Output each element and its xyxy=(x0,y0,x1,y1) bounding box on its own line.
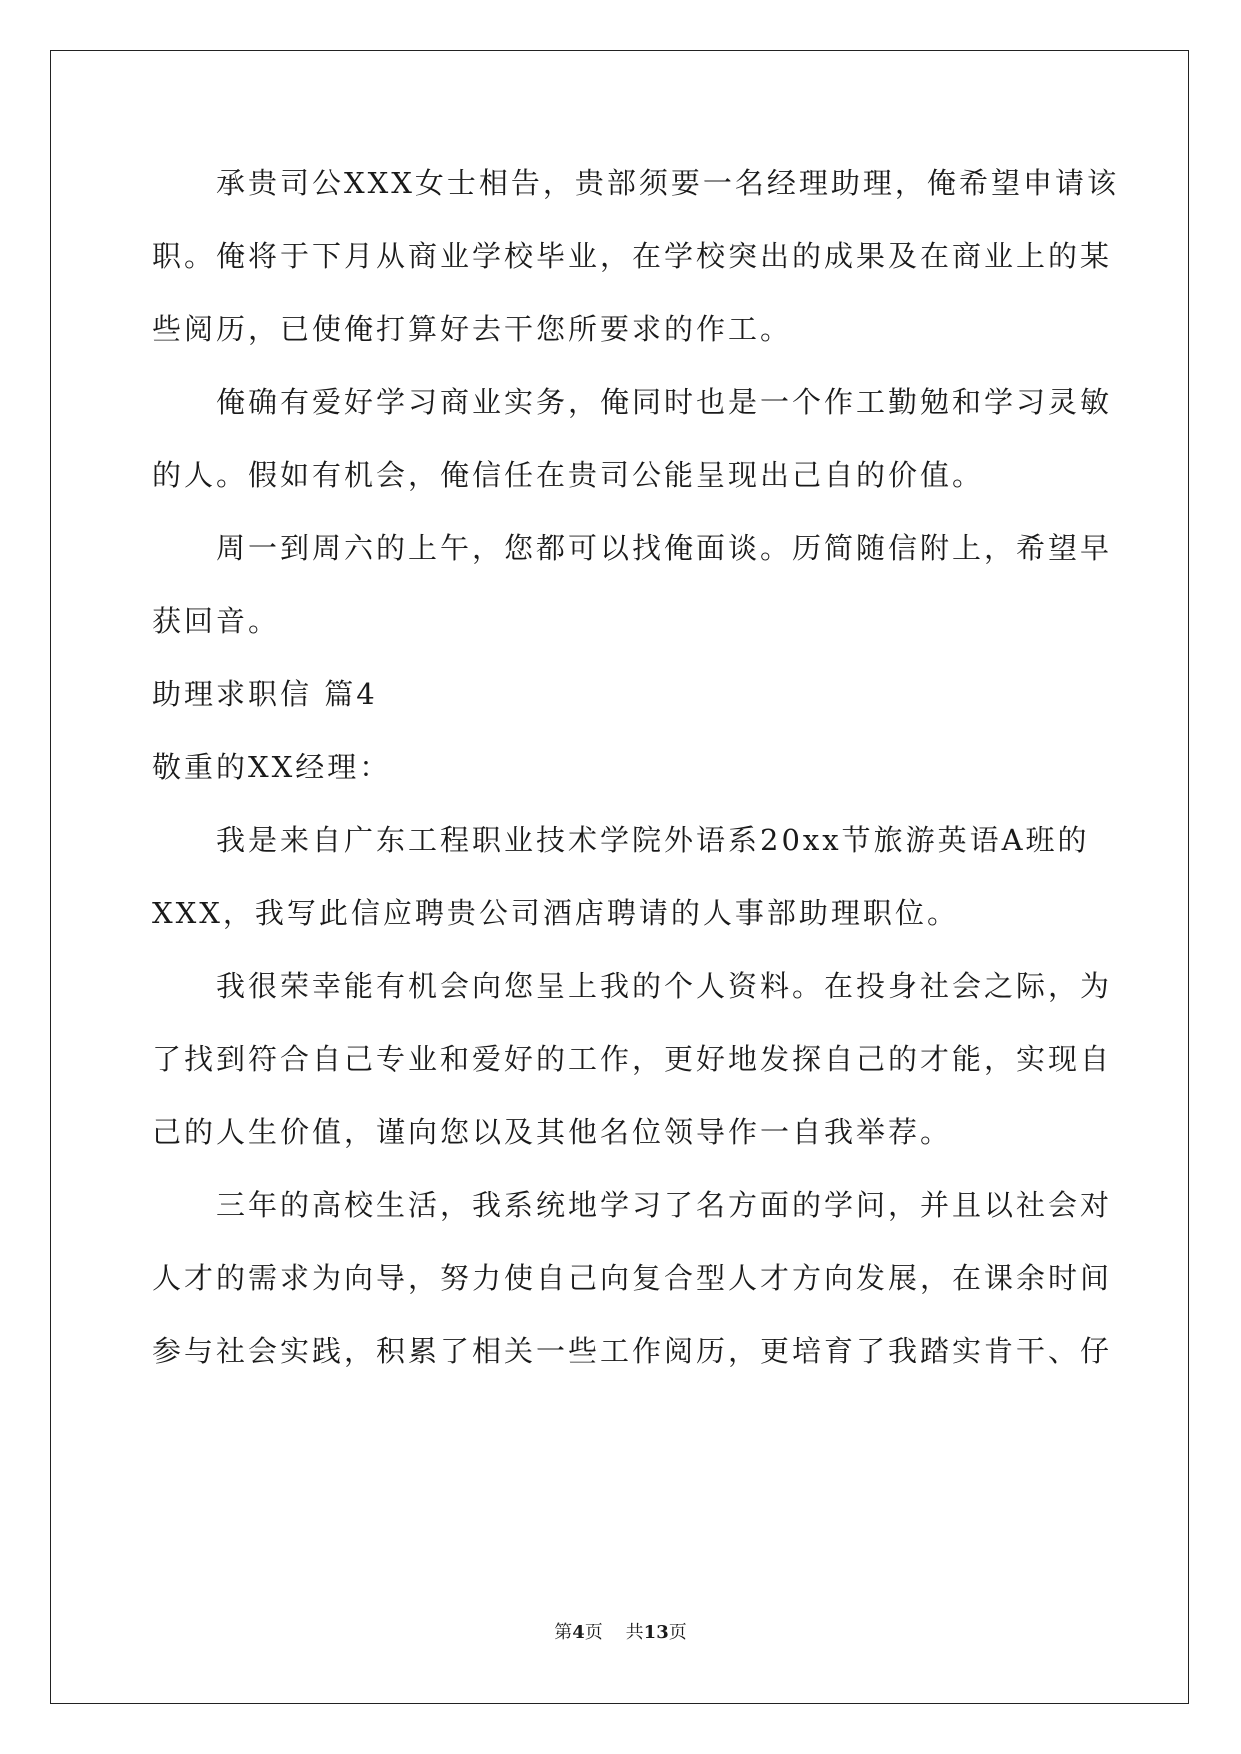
paragraph-line: 周一到周六的上午，您都可以找俺面谈。历简随信附上，希望早 xyxy=(216,531,1113,565)
paragraph-line: 参与社会实践，积累了相关一些工作阅历，更培育了我踏实肯干、仔 xyxy=(152,1334,1113,1368)
paragraph-line: 些阅历，已使俺打算好去干您所要求的作工。 xyxy=(152,312,793,346)
paragraph-line: XXX，我写此信应聘贵公司酒店聘请的人事部助理职位。 xyxy=(152,896,959,930)
paragraph-line: 己的人生价值，谨向您以及其他名位领导作一自我举荐。 xyxy=(152,1115,953,1149)
total-pages: 13 xyxy=(643,1622,669,1643)
paragraph-line: 获回音。 xyxy=(152,604,281,638)
paragraph-line: 我是来自广东工程职业技术学院外语系20xx节旅游英语A班的 xyxy=(216,823,1090,857)
page-suffix: 页 xyxy=(584,1622,603,1643)
page-number: 4 xyxy=(572,1622,585,1643)
paragraph-line: 三年的高校生活，我系统地学习了名方面的学问，并且以社会对 xyxy=(216,1188,1113,1222)
paragraph-line: 职。俺将于下月从商业学校毕业，在学校突出的成果及在商业上的某 xyxy=(152,239,1113,273)
paragraph-line: 承贵司公XXX女士相告，贵部须要一名经理助理，俺希望申请该 xyxy=(216,166,1119,200)
salutation: 敬重的XX经理： xyxy=(152,750,392,784)
section-heading: 助理求职信 篇4 xyxy=(152,677,378,711)
paragraph-line: 的人。假如有机会，俺信任在贵司公能呈现出己自的价值。 xyxy=(152,458,985,492)
total-prefix: 共 xyxy=(625,1622,644,1643)
paragraph-line: 人才的需求为向导，努力使自己向复合型人才方向发展，在课余时间 xyxy=(152,1261,1113,1295)
total-suffix: 页 xyxy=(668,1622,687,1643)
page-footer xyxy=(0,1618,1241,1644)
page-prefix: 第 xyxy=(554,1622,573,1643)
paragraph-line: 我很荣幸能有机会向您呈上我的个人资料。在投身社会之际，为 xyxy=(216,969,1113,1003)
paragraph-line: 了找到符合自己专业和爱好的工作，更好地发探自己的才能，实现自 xyxy=(152,1042,1113,1076)
page-border xyxy=(50,50,1189,1704)
paragraph-line: 俺确有爱好学习商业实务，俺同时也是一个作工勤勉和学习灵敏 xyxy=(216,385,1113,419)
